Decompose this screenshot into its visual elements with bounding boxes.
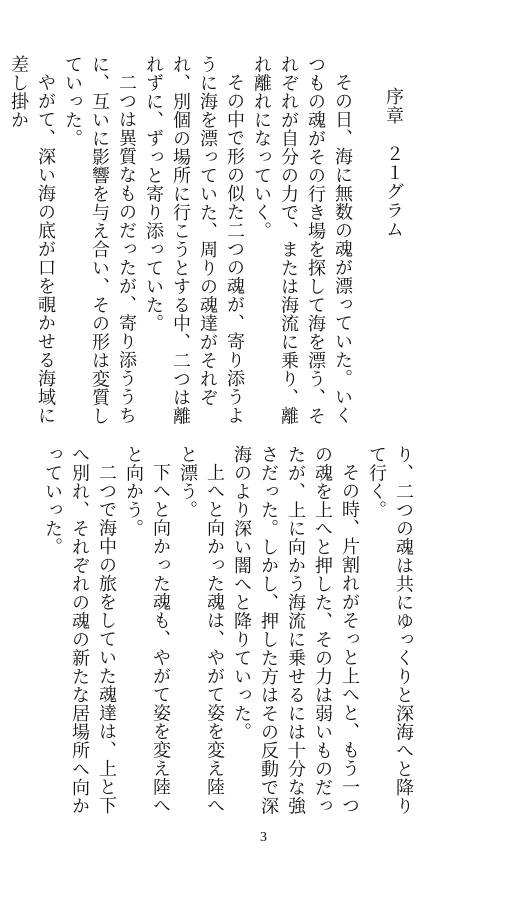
paragraph: 二つで海中の旅をしていた魂達は、上と下へ別れ、それぞれの魂の新たな居場所へ向かっていった。 <box>42 445 117 815</box>
paragraph: 下へと向かった魂も、やがて姿を変え陸へと向かう。 <box>123 445 171 815</box>
paragraph: その中で形の似た二つの魂が、寄り添うように海を漂っていた、周りの魂達がそれぞれ、別個の場所に行こうとする中、二つは離れずに、ずっと寄り添っていた。 <box>143 55 245 425</box>
lower-text-block <box>42 445 417 820</box>
chapter-title: 序章 ２１グラム <box>383 87 404 239</box>
paragraph: 二つは異質なものだったが、寄り添ううちに、互いに影響を与え合い、その形は変質していった。 <box>62 55 137 425</box>
paragraph: やがて、深い海の底が口を覗かせる海域に差し掛か <box>8 55 56 425</box>
paragraph: 上へと向かった魂は、やがて姿を変え陸へと漂う。 <box>177 445 225 815</box>
paragraph: その時、片割れがそっと上へと、もう一つの魂を上へと押した、その力は弱いものだったが、上に向かう海流に乗せるには十分な強さだった。しかし、押した方はその反動で深海のより深い闇へと降りていった。 <box>231 445 360 815</box>
upper-text-block <box>8 55 407 425</box>
page-number: 3 <box>260 830 267 845</box>
paragraph: その日、海に無数の魂が漂っていた。いくつもの魂がその行き場を探して海を漂う、それぞれが自分の力で、または海流に乗り、離れ離れになっていく。 <box>251 55 353 425</box>
paragraph-continuation: り、二つの魂は共にゆっくりと深海へと降りて行く。 <box>366 445 414 815</box>
